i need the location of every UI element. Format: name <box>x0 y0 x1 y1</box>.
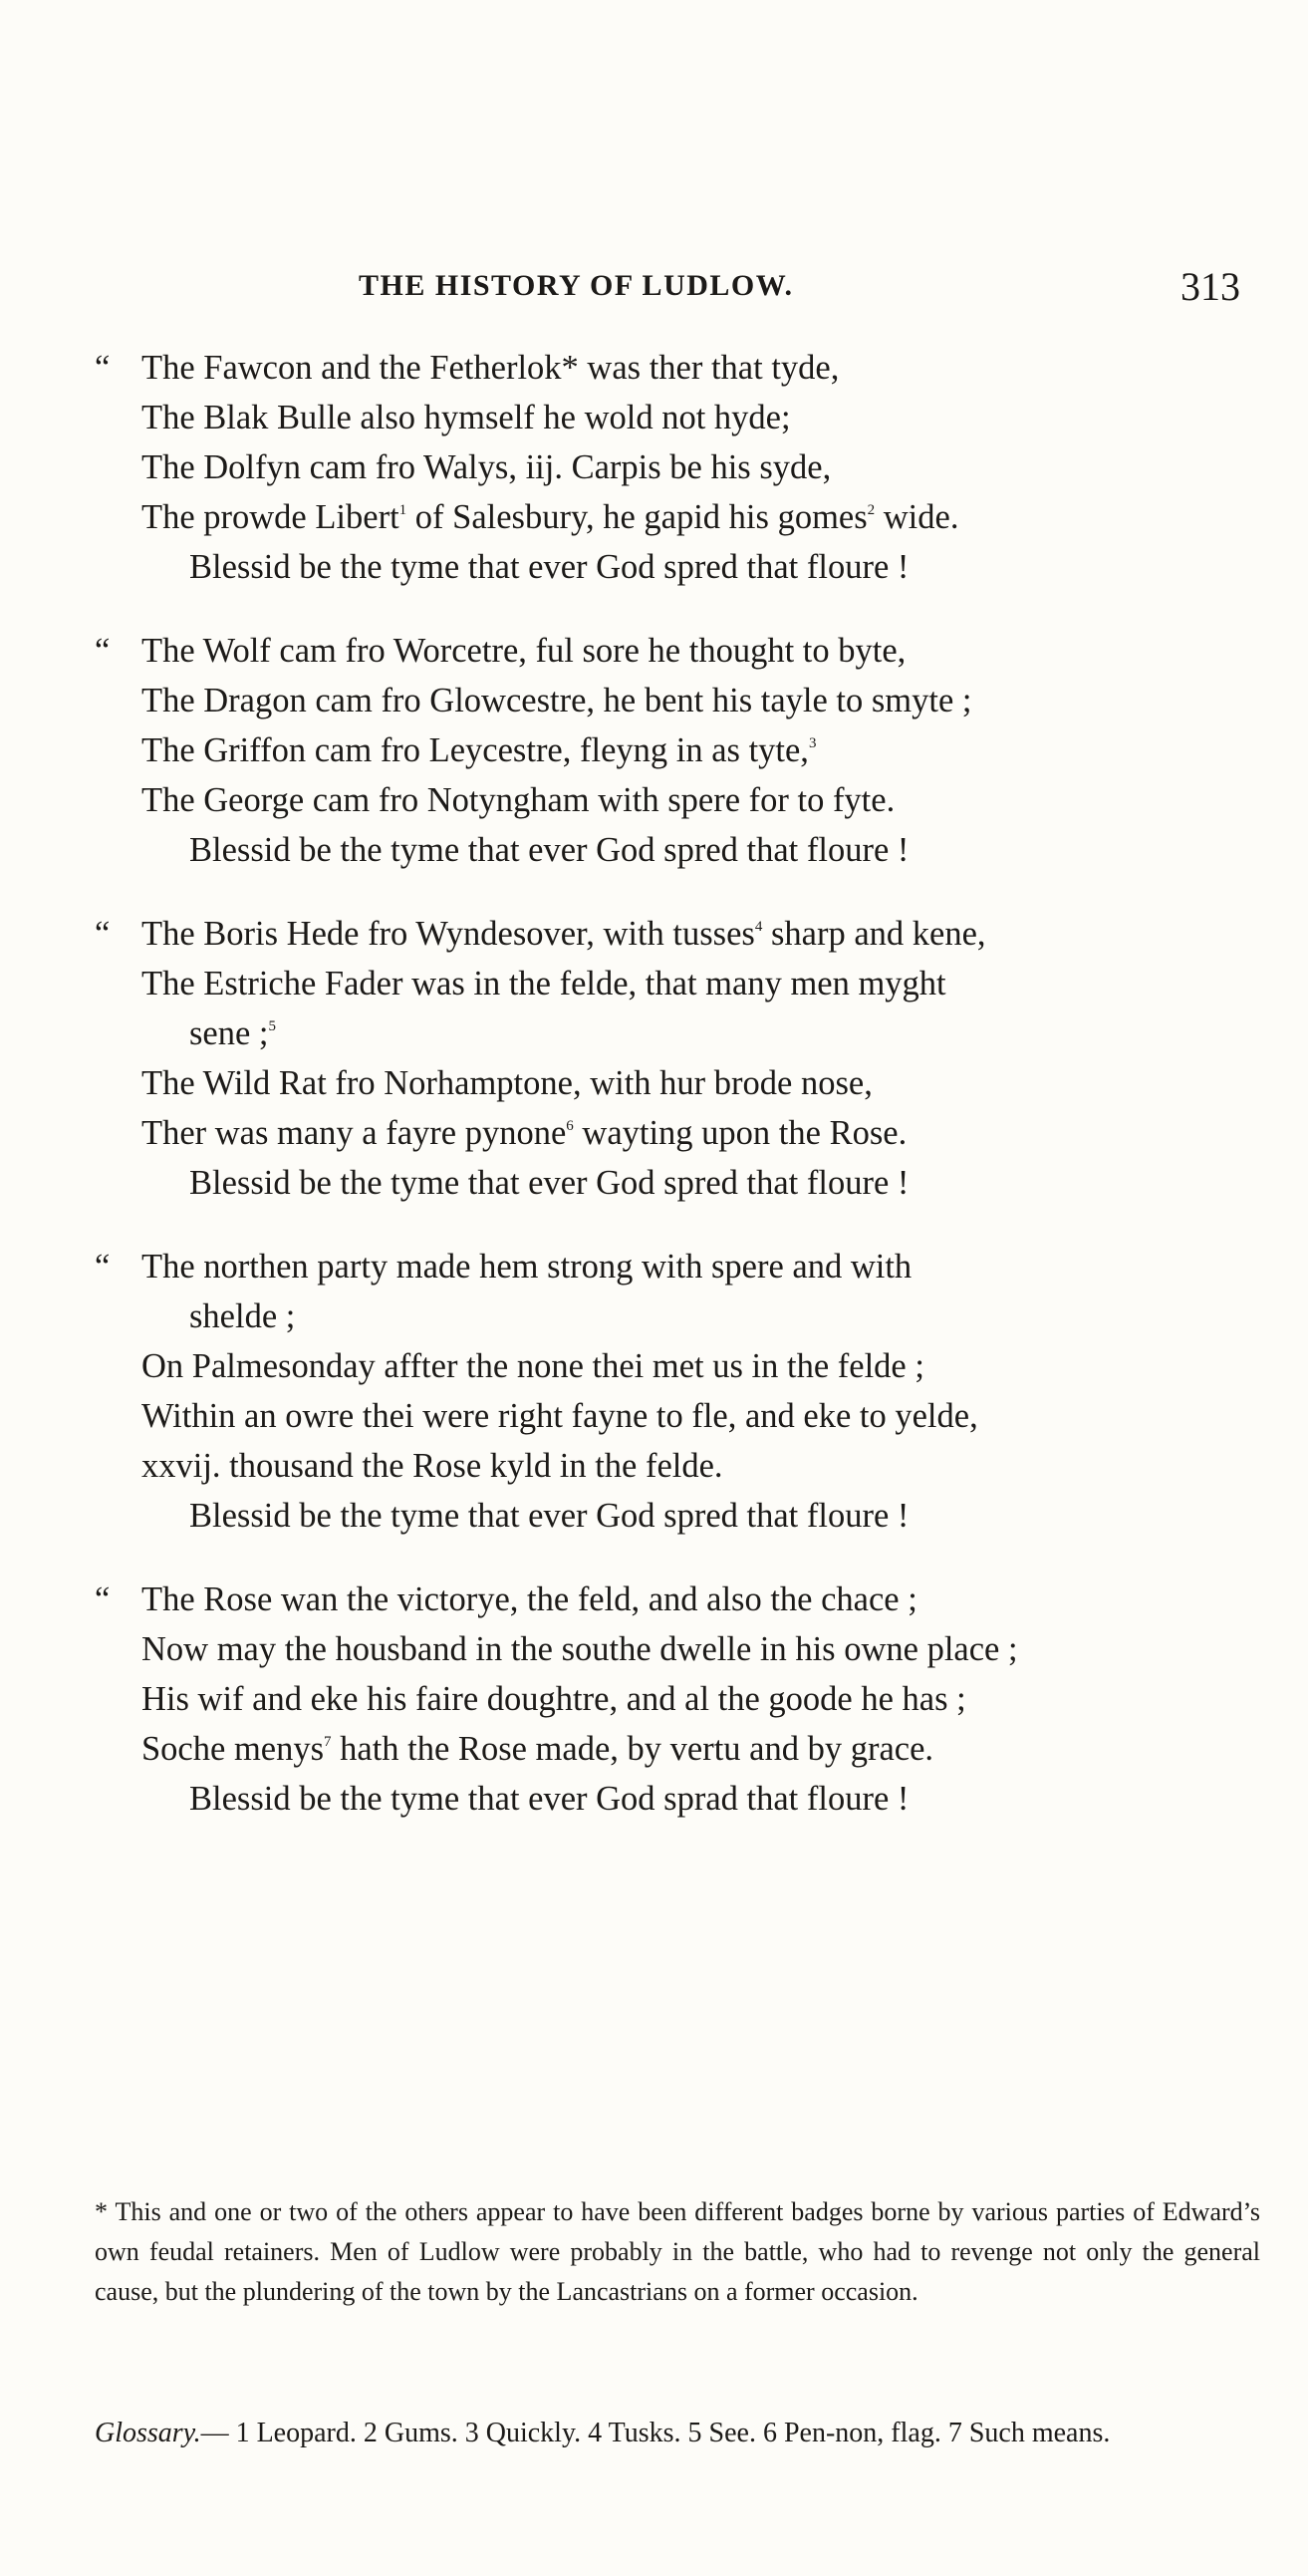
line-text: sene ; <box>189 1014 269 1052</box>
line-text: The Wolf cam fro Worcetre, ful sore he thought to byte, <box>141 632 907 670</box>
verse-line <box>95 1724 1270 1774</box>
line-text: On Palmesonday affter the none thei met us in the felde ; <box>141 1347 924 1385</box>
line-text: The Rose wan the victorye, the feld, and also the chace ; <box>141 1580 917 1618</box>
footnote-marker: 4 <box>754 919 763 935</box>
refrain-line <box>95 542 1270 592</box>
line-text: Ther was many a fayre pynone <box>141 1114 567 1152</box>
opening-quote: “ <box>95 1580 111 1618</box>
refrain-text: Blessid be the tyme that ever God sprad that floure ! <box>189 1780 910 1818</box>
running-title: THE HISTORY OF LUDLOW. <box>359 269 794 302</box>
verse-line <box>95 442 1270 492</box>
line-text: shelde ; <box>189 1297 296 1335</box>
verse-line <box>95 775 1270 825</box>
verse-line <box>95 1341 1270 1391</box>
verse-line <box>95 1108 1270 1158</box>
verse-line <box>95 676 1270 725</box>
glossary-label: Glossary. <box>95 2418 201 2448</box>
footnote-marker: 2 <box>867 502 876 518</box>
opening-quote: “ <box>95 349 111 387</box>
verse-line <box>95 1291 1270 1341</box>
line-text: The Boris Hede fro Wyndesover, with tusses <box>141 915 755 953</box>
verse-line <box>95 1058 1270 1108</box>
verse-line <box>95 626 1270 676</box>
line-text: His wif and eke his faire doughtre, and al the goode he has ; <box>141 1680 966 1718</box>
line-text: The Dolfyn cam fro Walys, iij. Carpis be his syde, <box>141 448 832 486</box>
glossary-text: — 1 Leopard. 2 Gums. 3 Quickly. 4 Tusks. 5 See. 6 Pen-non, flag. 7 Such means. <box>200 2418 1111 2448</box>
footnote-marker: 3 <box>808 735 817 751</box>
refrain-text: Blessid be the tyme that ever God spred that floure ! <box>189 548 910 586</box>
refrain-text: Blessid be the tyme that ever God spred that floure ! <box>189 831 910 869</box>
line-text: The Estriche Fader was in the felde, that many men myght <box>141 965 946 1002</box>
footnote-marker: 1 <box>398 502 407 518</box>
line-text: wide. <box>875 498 959 536</box>
line-text: The George cam fro Notyngham with spere for to fyte. <box>141 781 896 819</box>
verse-line <box>95 1008 1270 1058</box>
refrain-line <box>95 1491 1270 1541</box>
footnote-marker: 5 <box>268 1018 277 1034</box>
opening-quote: “ <box>95 632 111 670</box>
verse-line <box>95 1674 1270 1724</box>
line-text: The Dragon cam fro Glowcestre, he bent his tayle to smyte ; <box>141 682 972 719</box>
line-text: The Blak Bulle also hymself he wold not hyde; <box>141 399 791 436</box>
line-text: sharp and kene, <box>762 915 986 953</box>
footnote-marker: 7 <box>324 1734 332 1750</box>
opening-quote: “ <box>95 915 111 953</box>
verse-line <box>95 1391 1270 1441</box>
refrain-text: Blessid be the tyme that ever God spred that floure ! <box>189 1164 910 1202</box>
stanza <box>95 1574 1270 1824</box>
line-text: The Griffon cam fro Leycestre, fleyng in as tyte, <box>141 731 809 769</box>
verse-line <box>95 1574 1270 1624</box>
line-text: Now may the housband in the southe dwelle in his owne place ; <box>141 1630 1018 1668</box>
verse-line <box>95 1242 1270 1291</box>
verse-line <box>95 959 1270 1008</box>
glossary <box>95 2414 1260 2453</box>
verse-line <box>95 492 1270 542</box>
line-text: The Fawcon and the Fetherlok* was ther that tyde, <box>141 349 840 387</box>
running-header <box>359 264 1240 309</box>
line-text: The Wild Rat fro Norhamptone, with hur brode nose, <box>141 1064 873 1102</box>
verse-line <box>95 1441 1270 1491</box>
verse-line <box>95 343 1270 393</box>
refrain-line <box>95 1158 1270 1208</box>
line-text: Within an owre thei were right fayne to fle, and eke to yelde, <box>141 1397 978 1435</box>
poem <box>95 343 1270 1858</box>
line-text: Soche menys <box>141 1730 325 1768</box>
refrain-text: Blessid be the tyme that ever God spred that floure ! <box>189 1497 910 1535</box>
line-text: hath the Rose made, by vertu and by grace. <box>331 1730 934 1768</box>
line-text: wayting upon the Rose. <box>573 1114 908 1152</box>
verse-line <box>95 1624 1270 1674</box>
stanza <box>95 626 1270 875</box>
verse-line <box>95 909 1270 959</box>
stanza <box>95 343 1270 592</box>
verse-line <box>95 393 1270 442</box>
line-text: xxvij. thousand the Rose kyld in the felde. <box>141 1447 723 1485</box>
stanza <box>95 1242 1270 1541</box>
opening-quote: “ <box>95 1248 111 1286</box>
footnote-marker: 6 <box>566 1118 574 1134</box>
stanza <box>95 909 1270 1208</box>
page-number: 313 <box>1180 264 1240 309</box>
refrain-line <box>95 1774 1270 1824</box>
line-text: The northen party made hem strong with spere and with <box>141 1248 913 1286</box>
line-text: of Salesbury, he gapid his gomes <box>406 498 868 536</box>
line-text: The prowde Libert <box>141 498 399 536</box>
refrain-line <box>95 825 1270 875</box>
footnote: * This and one or two of the others appear to have been different badges borne by various parties of Edward’s own feudal retainers. Men of Ludlow were probably in the battle, who had to revenge not only the general cause, but the plundering of the town by the Lancastrians on a former occasion. <box>95 2197 1260 2306</box>
verse-line <box>95 725 1270 775</box>
